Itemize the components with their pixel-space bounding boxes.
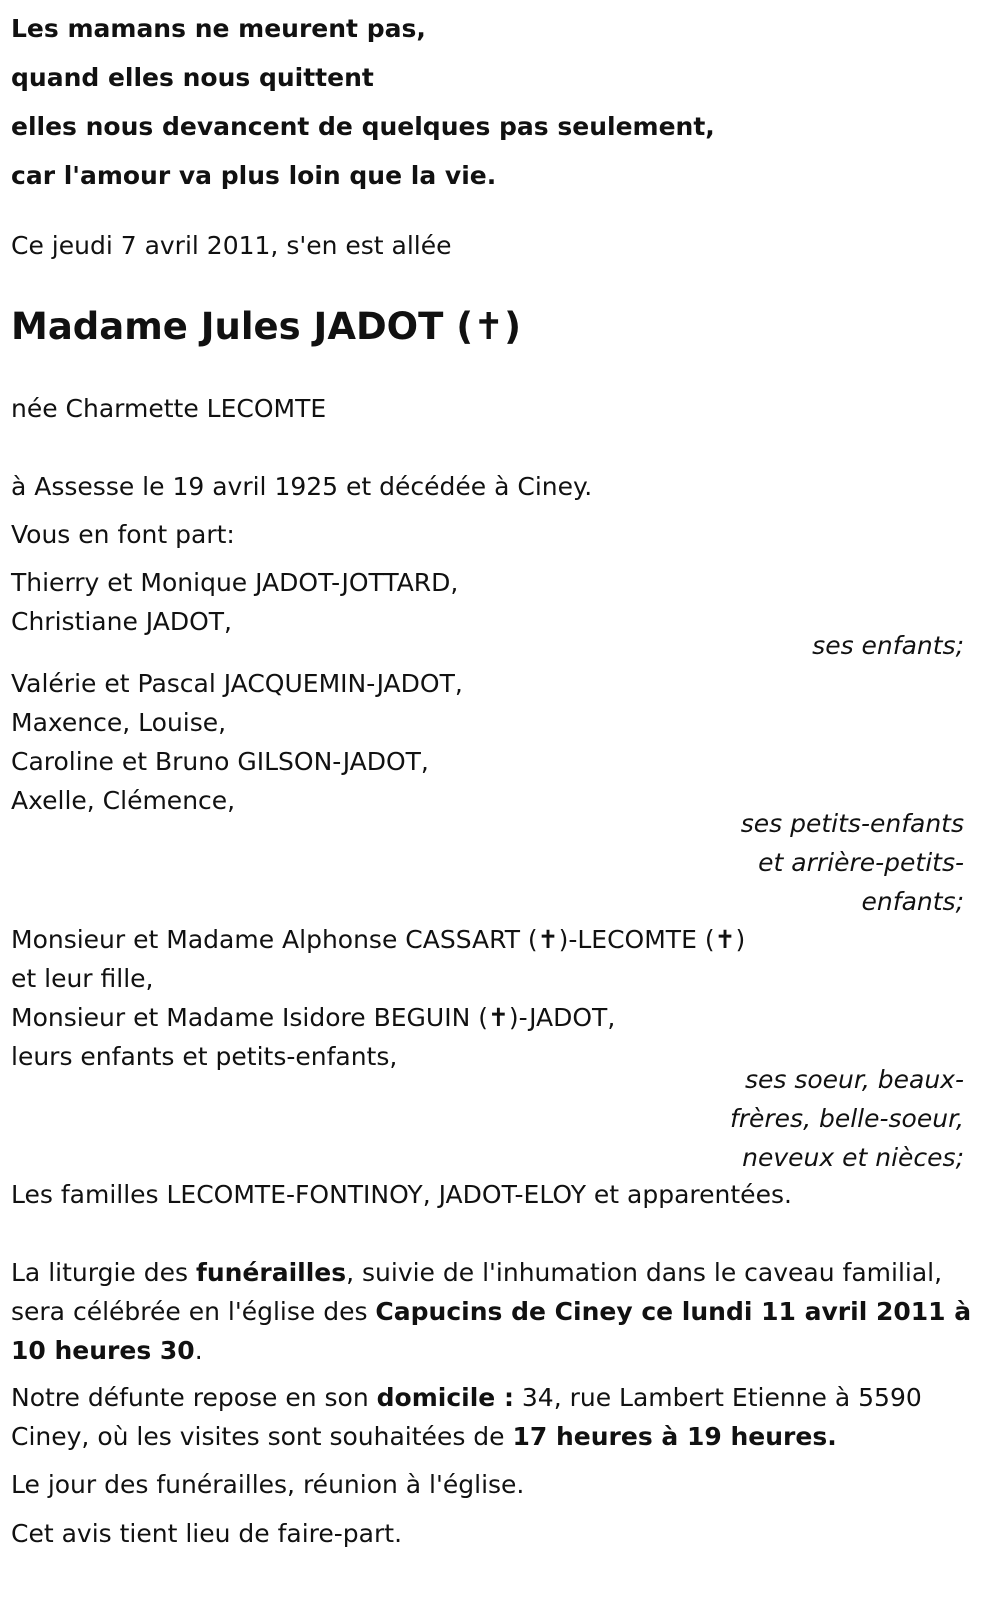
role-line: et arrière-petits- xyxy=(758,848,964,877)
children-list xyxy=(11,563,458,642)
role-line: ses petits-enfants xyxy=(740,809,964,838)
funeral-bold: funérailles xyxy=(195,1258,347,1287)
list-item: Caroline et Bruno GILSON-JADOT, xyxy=(11,747,429,776)
siblings-list xyxy=(11,920,745,1076)
poem-line: Les mamans ne meurent pas, xyxy=(11,14,426,43)
list-item: Christiane JADOT, xyxy=(11,607,232,636)
closing-text: Cet avis tient lieu de faire-part. xyxy=(11,1519,403,1548)
announce-text: Vous en font part: xyxy=(11,520,235,549)
poem-line: car l'amour va plus loin que la vie. xyxy=(11,161,497,190)
domicile-text: 34, rue Lambert Etienne à 5590 Ciney, où les visites sont souhaitées de xyxy=(11,1383,922,1451)
domicile-bold: domicile : xyxy=(376,1383,514,1412)
grandchildren-list xyxy=(11,664,463,820)
role-line: frères, belle-soeur, xyxy=(729,1104,964,1133)
list-item: Monsieur et Madame Alphonse CASSART (✝)-LECOMTE (✝) xyxy=(11,925,746,954)
poem-line: elles nous devancent de quelques pas seulement, xyxy=(11,112,715,141)
role-line: enfants; xyxy=(861,887,964,916)
domicile-text: Notre défunte repose en son xyxy=(11,1383,377,1412)
list-item: et leur fille, xyxy=(11,964,154,993)
role-line: ses soeur, beaux- xyxy=(744,1065,964,1094)
families-text: Les familles LECOMTE-FONTINOY, JADOT-ELOY et apparentées. xyxy=(11,1180,792,1209)
list-item: Valérie et Pascal JACQUEMIN-JADOT, xyxy=(11,669,463,698)
children-role: ses enfants; xyxy=(812,631,964,660)
role-line: neveux et nièces; xyxy=(742,1143,964,1172)
poem xyxy=(11,4,715,200)
maiden-name: née Charmette LECOMTE xyxy=(11,394,327,423)
funeral-text: , suivie de l'inhumation dans le caveau familial, sera célébrée en l'église des xyxy=(11,1258,943,1326)
funeral-bold: Capucins de Ciney ce lundi 11 avril 2011 à 10 heures 30 xyxy=(11,1297,972,1365)
domicile-bold: 17 heures à 19 heures. xyxy=(512,1422,837,1451)
list-item: Thierry et Monique JADOT-JOTTARD, xyxy=(11,568,459,597)
intro-text: Ce jeudi 7 avril 2011, s'en est allée xyxy=(11,231,452,260)
siblings-role xyxy=(730,1060,964,1177)
list-item: Monsieur et Madame Isidore BEGUIN (✝)-JADOT, xyxy=(11,1003,616,1032)
funeral-text: La liturgie des xyxy=(11,1258,196,1287)
funeral-paragraph xyxy=(11,1253,986,1370)
list-item: Maxence, Louise, xyxy=(11,708,227,737)
domicile-paragraph xyxy=(11,1378,986,1456)
reunion-text: Le jour des funérailles, réunion à l'église. xyxy=(11,1470,525,1499)
poem-line: quand elles nous quittent xyxy=(11,63,374,92)
funeral-text: . xyxy=(194,1336,203,1365)
deceased-name: Madame Jules JADOT (✝) xyxy=(11,305,522,348)
list-item: Axelle, Clémence, xyxy=(11,786,236,815)
grandchildren-role xyxy=(741,804,964,921)
birth-info: à Assesse le 19 avril 1925 et décédée à Ciney. xyxy=(11,472,593,501)
list-item: leurs enfants et petits-enfants, xyxy=(11,1042,398,1071)
